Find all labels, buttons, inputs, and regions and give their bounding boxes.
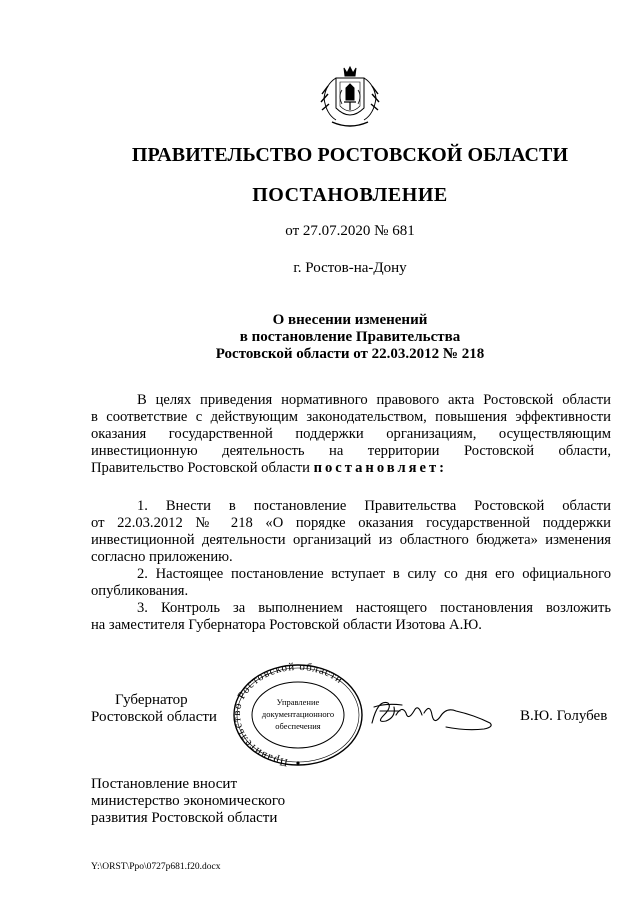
item-1-paragraph <box>91 498 611 566</box>
subject-line: Ростовской области от 22.03.2012 № 218 <box>215 346 485 362</box>
document-subject <box>0 312 640 363</box>
official-stamp <box>228 660 368 770</box>
resolves-keyword: постановляет: <box>313 460 448 476</box>
submitter-note-line: Постановление вносит <box>91 776 238 792</box>
document-city: г. Ростов-на-Дону <box>293 260 407 276</box>
preamble-line: В целях приведения нормативного правового акта Ростовской области <box>137 392 611 408</box>
document-type: ПОСТАНОВЛЕНИЕ <box>252 184 448 206</box>
preamble-paragraph <box>91 392 611 477</box>
item-3-line: на заместителя Губернатора Ростовской области Изотова А.Ю. <box>91 617 482 633</box>
item-1-line: от 22.03.2012 № 218 «О порядке оказания государственной поддержки <box>91 515 611 531</box>
stamp-center-line: обеспечения <box>275 721 321 731</box>
handwritten-signature <box>366 693 496 733</box>
item-3-line: 3. Контроль за выполнением настоящего постановления возложить <box>137 600 611 616</box>
preamble-last-text: Правительство Ростовской области <box>91 460 314 476</box>
preamble-line <box>91 460 611 477</box>
document-date-number: от 27.07.2020 № 681 <box>285 223 415 239</box>
item-3-paragraph <box>91 600 611 634</box>
preamble-line: инвестиционную деятельность на территории Ростовской области, <box>91 443 611 459</box>
submitter-note-line: развития Ростовской области <box>91 810 278 826</box>
government-title: ПРАВИТЕЛЬСТВО РОСТОВСКОЙ ОБЛАСТИ <box>131 144 569 166</box>
signatory-position <box>91 692 217 726</box>
coat-of-arms-emblem <box>318 64 382 130</box>
signatory-position-line: Ростовской области <box>91 709 217 725</box>
file-path: Y:\ORST\Ppo\0727p681.f20.docx <box>91 862 221 872</box>
subject-line: О внесении изменений <box>272 312 428 328</box>
stamp-center-line: документационного <box>261 709 335 719</box>
preamble-line: в соответствие с действующим законодательством, повышения эффективности <box>91 409 611 425</box>
stamp-center-line: Управление <box>276 697 320 707</box>
item-2-paragraph <box>91 566 611 600</box>
item-1-line: согласно приложению. <box>91 549 233 565</box>
submitter-note <box>91 776 285 827</box>
subject-line: в постановление Правительства <box>239 329 461 345</box>
stamp-ring-text: Правительство Ростовской области <box>230 660 346 769</box>
preamble-line: оказания государственной поддержки организациям, осуществляющим <box>91 426 611 442</box>
signatory-position-line: Губернатор <box>115 692 188 708</box>
signatory-name: В.Ю. Голубев <box>520 708 608 724</box>
item-2-line: 2. Настоящее постановление вступает в силу со дня его официального <box>137 566 611 582</box>
item-2-line: опубликования. <box>91 583 189 599</box>
item-1-line: инвестиционной деятельности организаций из областного бюджета» изменения <box>91 532 611 548</box>
item-1-line: 1. Внести в постановление Правительства Ростовской области <box>137 498 611 514</box>
submitter-note-line: министерство экономического <box>91 793 286 809</box>
